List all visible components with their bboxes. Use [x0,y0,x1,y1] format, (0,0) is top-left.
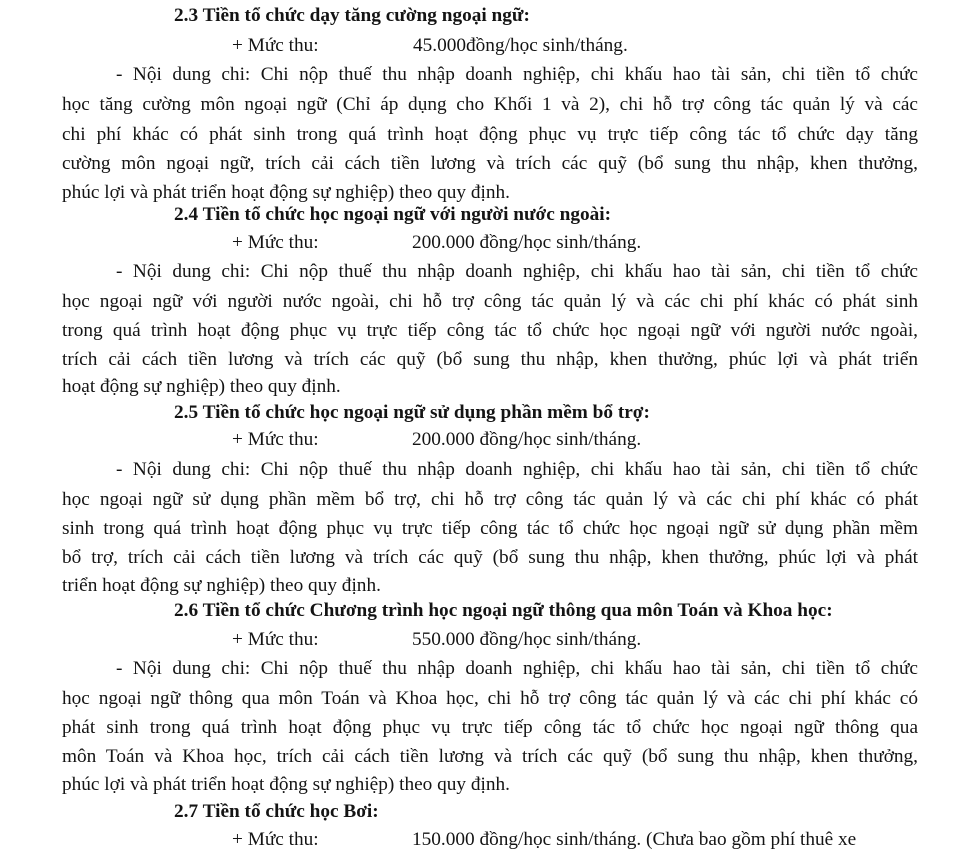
paragraph-line: học ngoại ngữ thông qua môn Toán và Khoa học, chi hỗ trợ công tác quản lý và các chi phí khác có [62,688,918,709]
paragraph-line: học tăng cường môn ngoại ngữ (Chỉ áp dụng cho Khối 1 và 2), chi hỗ trợ công tác quản lý và các [62,94,918,115]
paragraph-line: - Nội dung chi: Chi nộp thuế thu nhập doanh nghiệp, chi khấu hao tài sản, chi tiền tổ chức [116,459,918,480]
rate-label: + Mức thu: [232,232,319,253]
paragraph-line: triển hoạt động sự nghiệp) theo quy định. [62,575,381,596]
section-heading: 2.3 Tiền tổ chức dạy tăng cường ngoại ngữ: [174,5,530,26]
paragraph-line: chi phí khác có phát sinh trong quá trình hoạt động phục vụ trực tiếp công tác tổ chức dạy tăng [62,124,918,145]
paragraph-line: - Nội dung chi: Chi nộp thuế thu nhập doanh nghiệp, chi khấu hao tài sản, chi tiền tổ chức [116,261,918,282]
section-heading: 2.6 Tiền tổ chức Chương trình học ngoại ngữ thông qua môn Toán và Khoa học: [174,600,833,621]
rate-value: 200.000 đồng/học sinh/tháng. [412,429,642,450]
paragraph-line: môn Toán và Khoa học, trích cải cách tiền lương và trích các quỹ (bổ sung thu nhập, khen thưởng, [62,746,918,767]
paragraph-line: học ngoại ngữ sử dụng phần mềm bổ trợ, chi hỗ trợ công tác quản lý và các chi phí khác có phát [62,489,918,510]
rate-value: 150.000 đồng/học sinh/tháng. (Chưa bao gồm phí thuê xe [412,829,857,850]
paragraph-line: cường môn ngoại ngữ, trích cải cách tiền lương và trích các quỹ (bổ sung thu nhập, khen thưởng, [62,153,918,174]
paragraph-line: bổ trợ, trích cải cách tiền lương và trích các quỹ (bổ sung thu nhập, khen thưởng, phúc lợi và phát [62,547,918,568]
rate-label: + Mức thu: [232,429,319,450]
paragraph-line: sinh trong quá trình hoạt động phục vụ trực tiếp công tác tổ chức học ngoại ngữ sử dụng phần mềm [62,518,918,539]
rate-value: 550.000 đồng/học sinh/tháng. [412,629,642,650]
rate-label: + Mức thu: [232,35,319,56]
paragraph-line: học ngoại ngữ với người nước ngoài, chi hỗ trợ công tác quản lý và các chi phí khác có phát sinh [62,291,918,312]
rate-value: 200.000 đồng/học sinh/tháng. [412,232,642,253]
paragraph-line: hoạt động sự nghiệp) theo quy định. [62,376,341,397]
paragraph-line: - Nội dung chi: Chi nộp thuế thu nhập doanh nghiệp, chi khấu hao tài sản, chi tiền tổ chức [116,658,918,679]
section-heading: 2.5 Tiền tổ chức học ngoại ngữ sử dụng phần mềm bổ trợ: [174,402,650,423]
paragraph-line: - Nội dung chi: Chi nộp thuế thu nhập doanh nghiệp, chi khấu hao tài sản, chi tiền tổ chức [116,64,918,85]
rate-label: + Mức thu: [232,629,319,650]
paragraph-line: phúc lợi và phát triển hoạt động sự nghiệp) theo quy định. [62,182,510,203]
rate-value: 45.000đồng/học sinh/tháng. [413,35,628,56]
section-heading: 2.4 Tiền tổ chức học ngoại ngữ với người nước ngoài: [174,204,612,225]
paragraph-line: phúc lợi và phát triển hoạt động sự nghiệp) theo quy định. [62,774,510,795]
rate-label: + Mức thu: [232,829,319,850]
section-heading: 2.7 Tiền tổ chức học Bơi: [174,801,379,822]
paragraph-line: trong quá trình hoạt động phục vụ trực tiếp công tác tổ chức học ngoại ngữ với người nước ngoài, [62,320,918,341]
paragraph-line: trích cải cách tiền lương và trích các quỹ (bổ sung thu nhập, khen thưởng, phúc lợi và phát triển [62,349,918,370]
paragraph-line: phát sinh trong quá trình hoạt động phục vụ trực tiếp công tác tổ chức học ngoại ngữ thông qua [62,717,918,738]
